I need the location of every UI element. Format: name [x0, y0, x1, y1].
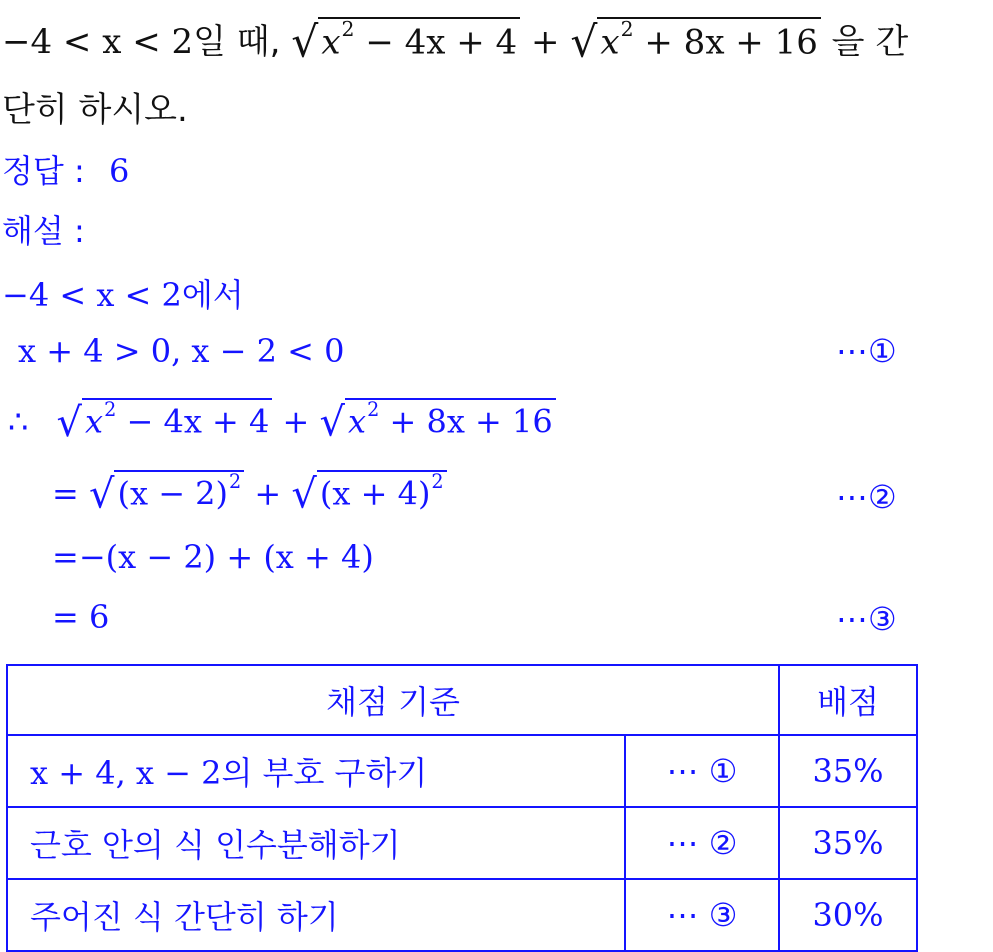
explanation-line-3: ∴ $√x^2 - 4x + 4 + √x^2 + 8x + 16$	[8, 398, 556, 446]
grading-table	[6, 664, 918, 952]
sqrt-symbol-icon: √	[291, 471, 317, 518]
sqrt-symbol-icon: √	[570, 18, 598, 68]
explanation-radical-3: $(x - 2)^2$	[114, 470, 244, 511]
grading-criterion: 근호 안의 식 인수분해하기	[7, 807, 625, 879]
explanation-radical-4: $(x + 4)^2$	[317, 470, 447, 511]
grading-marker: ⋯ ②	[625, 807, 779, 879]
answer-value: 6	[108, 152, 130, 190]
grading-points: 35%	[779, 807, 917, 879]
therefore-icon: ∴	[8, 402, 29, 441]
grading-marker: ⋯ ③	[625, 879, 779, 951]
answer-label: 정답 :	[2, 152, 85, 190]
grading-row	[7, 879, 917, 951]
grading-criterion: x + 4, x − 2의 부호 구하기	[7, 735, 625, 807]
grading-header-criteria: 채점 기준	[7, 665, 779, 735]
answer-line	[2, 146, 129, 192]
question-line-2: 단히 하시오.	[2, 90, 188, 130]
explanation-line-2: x + 4 > 0, x − 2 < 0	[18, 332, 345, 370]
grading-points: 30%	[779, 879, 917, 951]
question-inequality: −4 < x < 2	[2, 22, 194, 62]
question-josa: 일 때,	[193, 22, 281, 62]
explanation-line-5: =−(x − 2) + (x + 4)	[52, 538, 374, 576]
step-marker-1: ⋯①	[836, 332, 897, 370]
explanation-line-1: −4 < x < 2에서	[2, 276, 244, 314]
sqrt-symbol-icon: √	[319, 399, 346, 446]
explanation-radical-1: $x^2 - 4x + 4$	[82, 398, 272, 439]
explanation-radical-2: $x^2 + 8x + 16$	[345, 398, 556, 439]
grading-criterion: 주어진 식 간단히 하기	[7, 879, 625, 951]
grading-row	[7, 807, 917, 879]
sqrt-symbol-icon: √	[56, 399, 83, 446]
question-radical-2: $x^2 + 8x + 16$	[597, 17, 820, 61]
question-tail: 을 간	[831, 22, 909, 62]
sqrt-symbol-icon: √	[291, 18, 319, 68]
step-marker-3: ⋯③	[836, 600, 897, 638]
grading-points: 35%	[779, 735, 917, 807]
question-line-1	[2, 14, 908, 67]
grading-marker: ⋯ ①	[625, 735, 779, 807]
explanation-line-6: = 6	[52, 598, 110, 636]
question-plus: +	[531, 22, 560, 62]
question-radical-1: $x^2 - 4x + 4$	[318, 17, 520, 61]
grading-row	[7, 735, 917, 807]
explanation-line-4: = $√(x - 2)^2 + √(x + 4)^2$	[52, 470, 447, 518]
grading-header-points: 배점	[779, 665, 917, 735]
sqrt-symbol-icon: √	[88, 471, 115, 518]
grading-header-row	[7, 665, 917, 735]
explanation-label: 해설 :	[2, 212, 85, 250]
step-marker-2: ⋯②	[836, 478, 897, 516]
